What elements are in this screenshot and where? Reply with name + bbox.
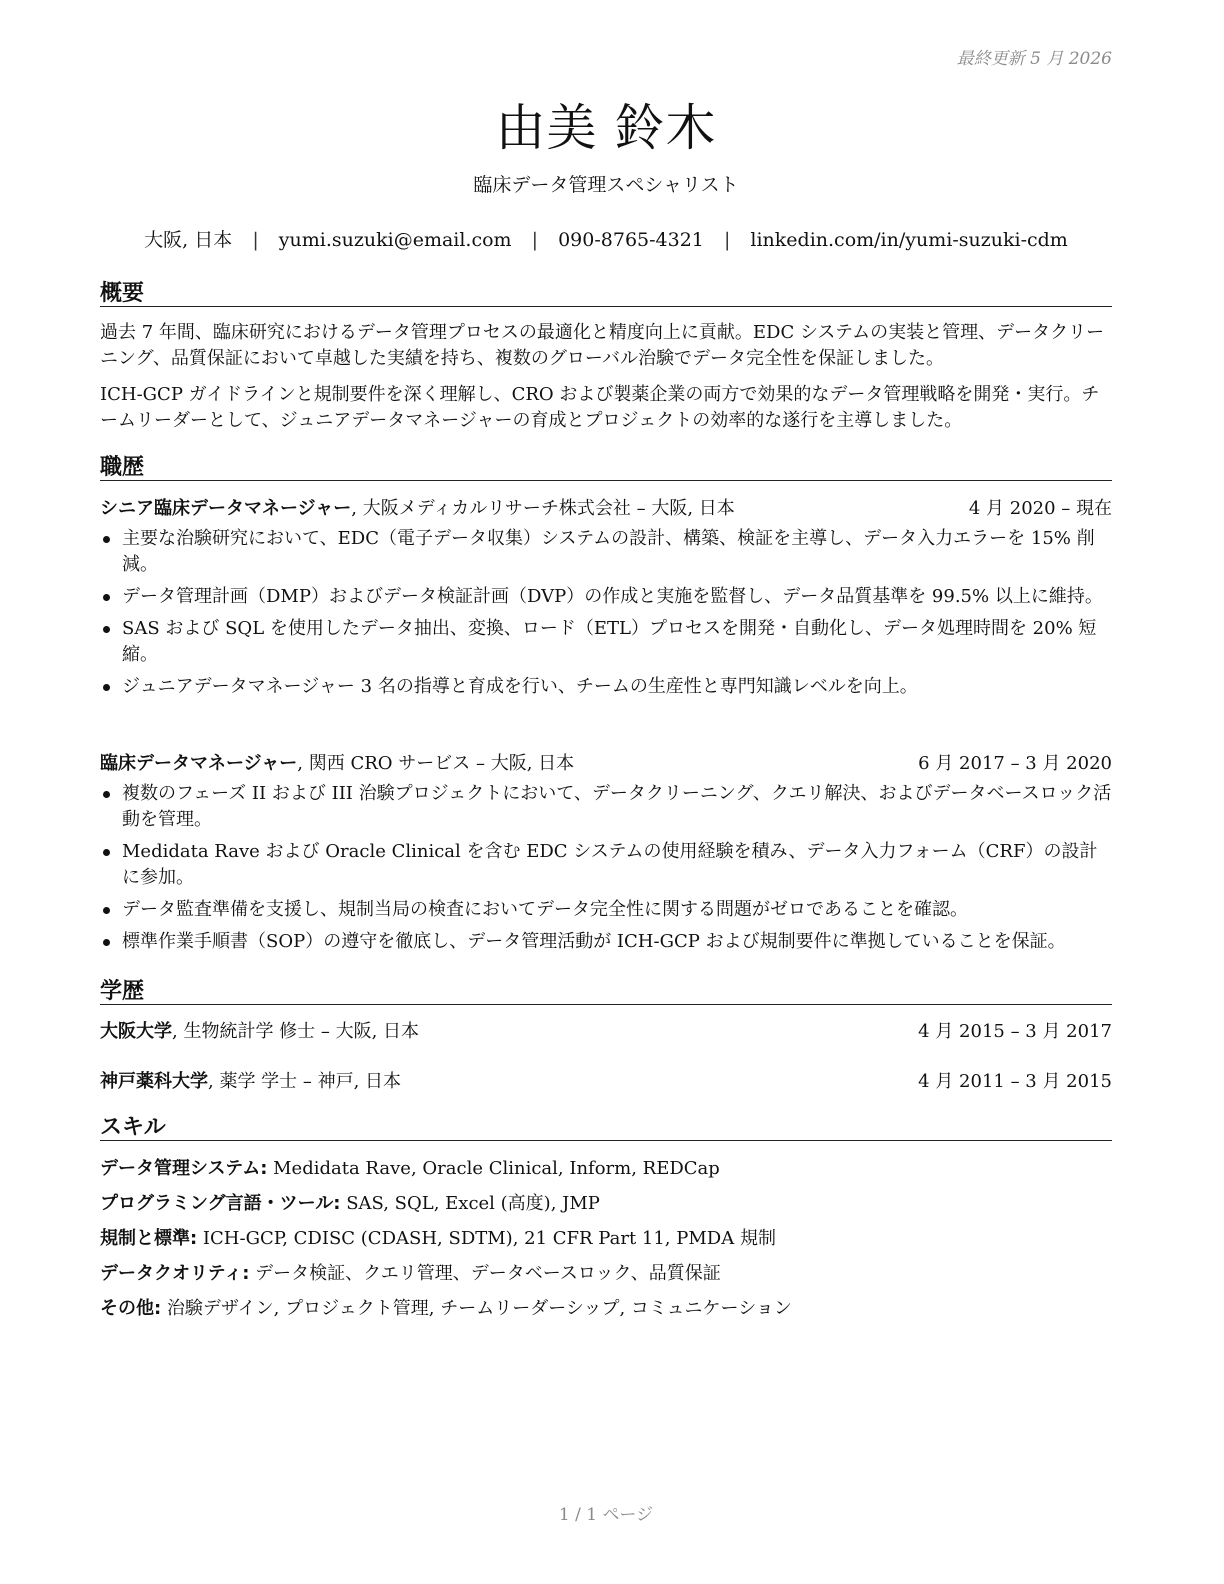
- last-updated: 最終更新 5 月 2026: [956, 49, 1112, 69]
- education-detail: , 薬学 学士 – 神戸, 日本: [208, 1071, 402, 1092]
- job-bullet: データ管理計画（DMP）およびデータ検証計画（DVP）の作成と実施を監督し、データ品質基準を 99.5% 以上に維持。: [100, 584, 1112, 610]
- contact-separator: |: [723, 229, 731, 251]
- contact-location: 大阪, 日本: [144, 229, 233, 251]
- job-bullet: ジュニアデータマネージャー 3 名の指導と育成を行い、チームの生産性と専門知識レベルを向上。: [100, 674, 1112, 700]
- contact-separator: |: [531, 229, 539, 251]
- job-header: [100, 496, 1112, 522]
- job-header: [100, 751, 1112, 777]
- page-indicator: 1 / 1 ページ: [558, 1505, 654, 1525]
- education-entry: [100, 1069, 1112, 1095]
- job-bullet: Medidata Rave および Oracle Clinical を含む EDC システムの使用経験を積み、データ入力フォーム（CRF）の設計に参加。: [100, 839, 1112, 891]
- job-org: , 関西 CRO サービス – 大阪, 日本: [297, 753, 575, 774]
- job-role: シニア臨床データマネージャー: [100, 498, 352, 519]
- summary-paragraph: ICH-GCP ガイドラインと規制要件を深く理解し、CRO および製薬企業の両方で効果的なデータ管理戦略を開発・実行。チームリーダーとして、ジュニアデータマネージャーの育成とプロジェクトの効率的な遂行を主導しました。: [100, 384, 1100, 431]
- summary-paragraph: 過去 7 年間、臨床研究におけるデータ管理プロセスの最適化と精度向上に貢献。EDC システムの実装と管理、データクリーニング、品質保証において卓越した実績を持ち、複数のグローバル治験でデータ完全性を保証しました。: [100, 322, 1105, 369]
- skill-line: [100, 1296, 1112, 1322]
- contact-separator: |: [252, 229, 259, 251]
- job-bullet: 標準作業手順書（SOP）の遵守を徹底し、データ管理活動が ICH-GCP および規制要件に準拠していることを保証。: [100, 929, 1112, 955]
- skill-line: [100, 1156, 1112, 1182]
- contact-line: [100, 225, 1112, 252]
- skill-value: データ検証、クエリ管理、データベースロック、品質保証: [249, 1263, 721, 1284]
- job-role: 臨床データマネージャー: [100, 753, 298, 774]
- skill-label: データ管理システム:: [100, 1158, 268, 1179]
- job-bullet: 主要な治験研究において、EDC（電子データ収集）システムの設計、構築、検証を主導し、データ入力エラーを 15% 削減。: [100, 526, 1112, 578]
- section-heading-experience: 職歴: [100, 450, 1112, 481]
- skill-label: 規制と標準:: [100, 1228, 198, 1249]
- candidate-title: 臨床データ管理スペシャリスト: [473, 174, 739, 196]
- education-detail: , 生物統計学 修士 – 大阪, 日本: [172, 1021, 420, 1042]
- job-dates: 4 月 2020 – 現在: [968, 498, 1112, 519]
- skill-value: Medidata Rave, Oracle Clinical, Inform, REDCap: [267, 1158, 720, 1179]
- job-dates: 6 月 2017 – 3 月 2020: [918, 753, 1112, 774]
- job-org: , 大阪メディカルリサーチ株式会社 – 大阪, 日本: [351, 498, 735, 519]
- skill-value: 治験デザイン, プロジェクト管理, チームリーダーシップ, コミュニケーション: [161, 1298, 792, 1319]
- skill-label: その他:: [100, 1298, 162, 1319]
- job-bullet: SAS および SQL を使用したデータ抽出、変換、ロード（ETL）プロセスを開発・自動化し、データ処理時間を 20% 短縮。: [100, 616, 1112, 668]
- section-heading-summary: 概要: [100, 276, 1112, 307]
- skill-line: [100, 1226, 1112, 1252]
- skill-value: SAS, SQL, Excel (高度), JMP: [340, 1193, 600, 1214]
- education-school: 大阪大学: [100, 1021, 172, 1042]
- education-dates: 4 月 2011 – 3 月 2015: [918, 1071, 1112, 1092]
- job-bullet: データ監査準備を支援し、規制当局の検査においてデータ完全性に関する問題がゼロであることを確認。: [100, 897, 1112, 923]
- job-bullet: 複数のフェーズ II および III 治験プロジェクトにおいて、データクリーニング、クエリ解決、およびデータベースロック活動を管理。: [100, 781, 1112, 833]
- education-school: 神戸薬科大学: [100, 1071, 208, 1092]
- contact-email-link[interactable]: yumi.suzuki@email.com: [278, 229, 512, 251]
- skill-label: プログラミング言語・ツール:: [100, 1193, 341, 1214]
- skill-line: [100, 1261, 1112, 1287]
- contact-linkedin-link[interactable]: linkedin.com/in/yumi-suzuki-cdm: [750, 229, 1068, 251]
- section-heading-education: 学歴: [100, 974, 1112, 1005]
- skill-line: [100, 1191, 1112, 1217]
- candidate-name: 由美 鈴木: [495, 99, 717, 157]
- resume-page: [100, 0, 1112, 1584]
- skill-value: ICH-GCP, CDISC (CDASH, SDTM), 21 CFR Part 11, PMDA 規制: [197, 1228, 776, 1249]
- education-dates: 4 月 2015 – 3 月 2017: [918, 1021, 1112, 1042]
- section-heading-skills: スキル: [100, 1110, 1112, 1141]
- contact-phone: 090-8765-4321: [558, 229, 704, 251]
- education-entry: [100, 1019, 1112, 1045]
- skill-label: データクオリティ:: [100, 1263, 250, 1284]
- job-bullets: [100, 526, 1112, 706]
- job-bullets: [100, 781, 1112, 961]
